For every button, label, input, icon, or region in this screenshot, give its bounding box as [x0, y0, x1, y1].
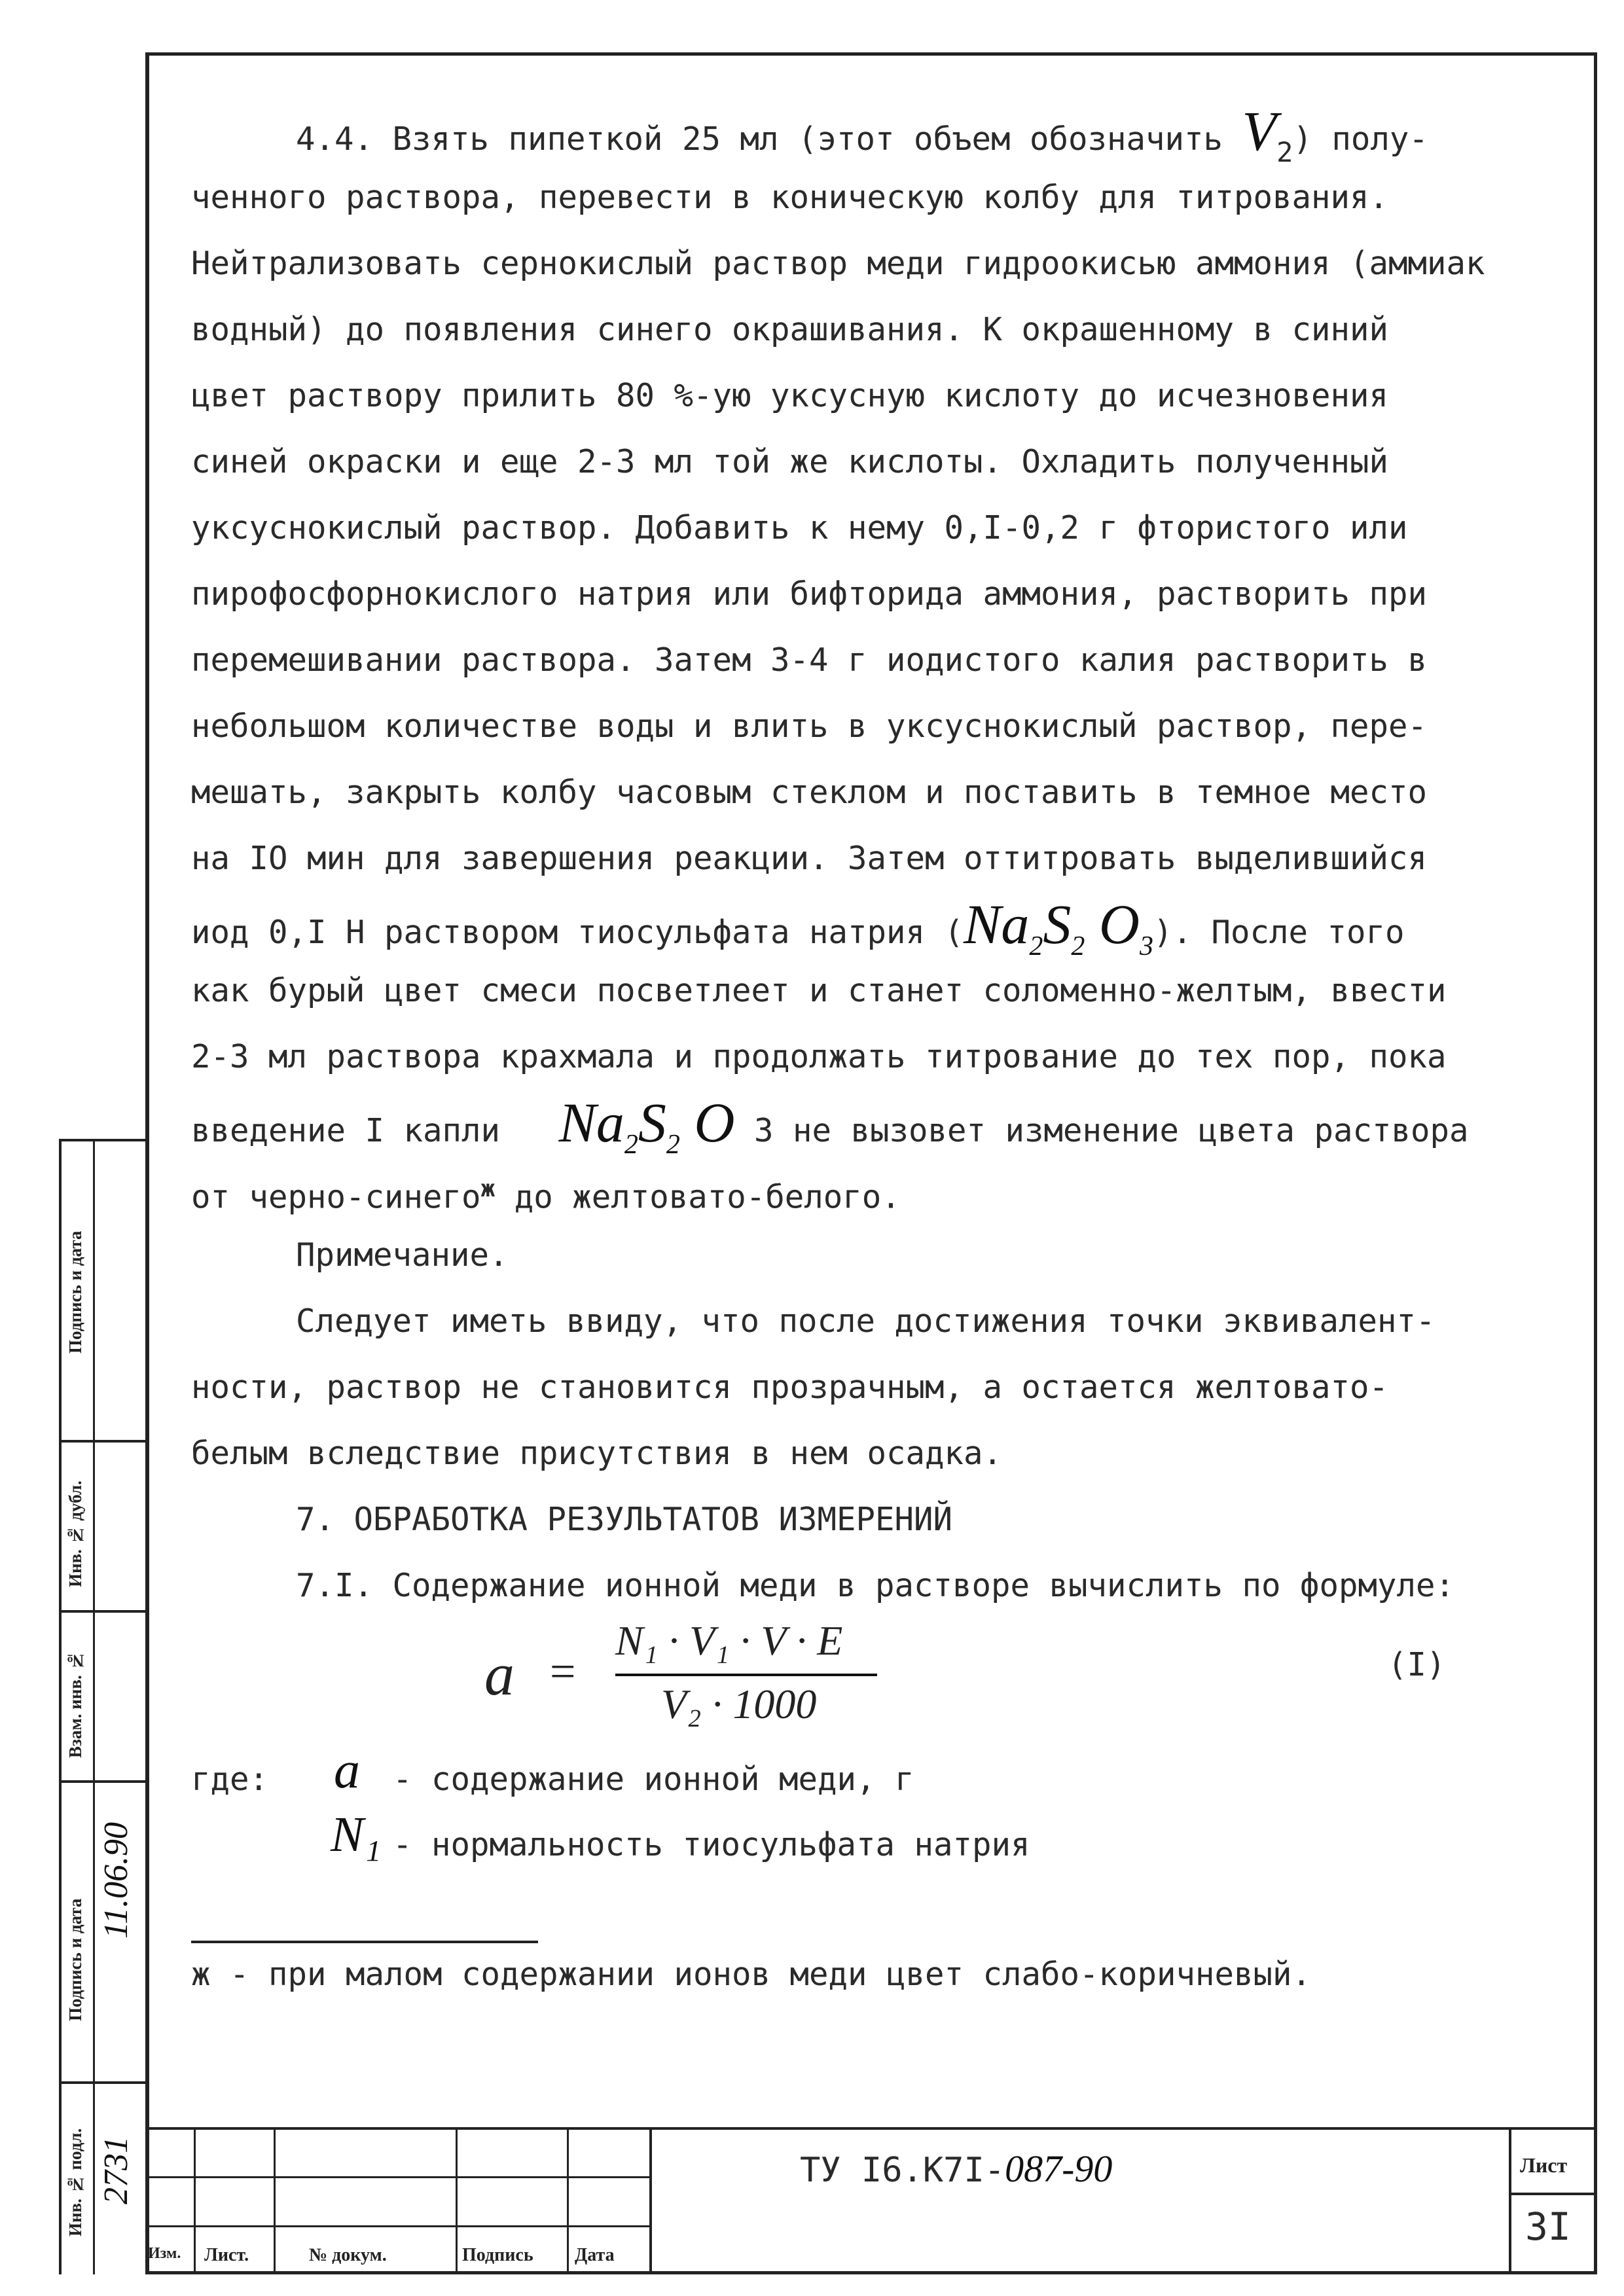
paragraph-line: небольшом количестве воды и влить в уксуснокислый раствор, пере- — [191, 708, 1428, 745]
section-7-heading: 7. ОБРАБОТКА РЕЗУЛЬТАТОВ ИЗМЕРЕНИЙ — [296, 1501, 953, 1538]
stamp-col-rule — [567, 2127, 569, 2274]
stamp-col-rule — [456, 2127, 458, 2274]
side-cell-inv-podl: Инв. № подл. 2731 — [59, 2081, 145, 2274]
document-code: ТУ I6.К7I-087-90 — [800, 2147, 1113, 2190]
handwritten-na2s2o3-formula: $Na_2S_2$ $O_3$ — [964, 893, 1154, 961]
stamp-top-rule — [145, 2127, 1597, 2130]
paragraph-line: ченного раствора, перевести в коническую колбу для титрования. — [191, 179, 1389, 216]
handwritten-na2s2o-formula: $Na_2S_2$ O — [558, 1091, 735, 1160]
paragraph-4-4-line-1: 4.4. Взять пипеткой 25 мл (этот объем обозначить V2) полу- — [296, 99, 1428, 168]
where-label: где: — [191, 1761, 269, 1798]
formula-lhs: a — [484, 1641, 514, 1708]
fraction-bar — [615, 1674, 877, 1676]
paragraph-line-drop: введение I капли $Na_2S_2$ O 3 не вызовет изменение цвета раствора — [191, 1090, 1572, 1156]
var-a-definition: - содержание ионной меди, г — [393, 1761, 914, 1798]
paragraph-line: уксуснокислый раствор. Добавить к нему 0,I-0,2 г фтористого или — [191, 509, 1408, 547]
handwritten-inventory-number: 2731 — [98, 2136, 135, 2204]
side-registration-strip — [59, 1139, 145, 2274]
handwritten-v-symbol: V — [1242, 99, 1277, 162]
formula-1 — [484, 1617, 1466, 1751]
col-sign-label: Подпись — [462, 2245, 533, 2265]
note-line: Следует иметь ввиду, что после достижения точки эквивалент- — [296, 1302, 1435, 1340]
paragraph-line: 2-3 мл раствора крахмала и продолжать титрование до тех пор, пока — [191, 1038, 1447, 1075]
paragraph-line: от черно-синего$^ж$ до желтовато-белого. — [191, 1175, 901, 1216]
note-line: ности, раствор не становится прозрачным, а остается желтовато- — [191, 1369, 1389, 1406]
col-izm-label: Изм. — [148, 2245, 181, 2262]
footnote-separator — [191, 1941, 538, 1943]
paragraph-line: перемешивании раствора. Затем 3-4 г иодистого калия растворить в — [191, 641, 1428, 679]
formula-numerator: N₁ · V₁ · V · E — [615, 1617, 843, 1664]
stamp-col-rule — [649, 2127, 652, 2274]
sheet-number: 3I — [1525, 2204, 1571, 2249]
note-line: белым вследствие присутствия в нем осадка. — [191, 1435, 1003, 1472]
col-date-label: Дата — [575, 2245, 615, 2265]
var-a-symbol: a — [334, 1742, 360, 1799]
formula-denominator: V₂ · 1000 — [661, 1681, 817, 1727]
paragraph-line-thiosulfate: иод 0,I Н раствором тиосульфата натрия ($Na_2S_2$ $O_3$). После того — [191, 891, 1572, 958]
paragraph-line: пирофосфорнокислого натрия или бифторида аммония, растворить при — [191, 575, 1428, 613]
var-n1-symbol: N₁ — [331, 1807, 382, 1862]
sheet-label: Лист — [1520, 2153, 1568, 2177]
paragraph-line: на IO мин для завершения реакции. Затем оттитровать выделившийся — [191, 840, 1428, 877]
stamp-sheet-rule — [1509, 2193, 1597, 2195]
side-cell-sign-date: Подпись и дата 11.06.90 — [59, 1780, 145, 2081]
stamp-col-rule — [194, 2127, 196, 2274]
col-ndoc-label: № докум. — [309, 2245, 387, 2265]
paragraph-line: цвет раствору прилить 80 %-ую уксусную кислоту до исчезновения — [191, 377, 1389, 414]
paragraph-7-1: 7.I. Содержание ионной меди в растворе вычислить по формуле: — [296, 1567, 1455, 1604]
title-block — [145, 2127, 1597, 2274]
var-n1-definition: - нормальность тиосульфата натрия — [393, 1826, 1030, 1863]
main-text — [191, 98, 1572, 1619]
paragraph-line: Нейтрализовать сернокислый раствор меди гидроокисью аммония (аммиак — [191, 245, 1485, 282]
side-cell-inv-dubl: Инв. № дубл. — [59, 1440, 145, 1610]
paragraph-line: водный) до появления синего окрашивания. К окрашенному в синий — [191, 311, 1389, 348]
footnote-marker: ж — [480, 1175, 496, 1202]
paragraph-line: синей окраски и еще 2-3 мл той же кислоты. Охладить полученный — [191, 443, 1389, 480]
stamp-col-rule — [1509, 2127, 1511, 2274]
col-list-label: Лист. — [204, 2245, 249, 2265]
side-cell-vzam-inv: Взам. инв. № — [59, 1610, 145, 1780]
side-cell-sign-date-top: Подпись и дата — [59, 1139, 145, 1440]
note-title: Примечание. — [296, 1236, 509, 1274]
footnote: ж - при малом содержании ионов меди цвет слабо-коричневый. — [191, 1956, 1312, 1993]
stamp-col-rule — [274, 2127, 276, 2274]
stamp-row-rule — [145, 2225, 649, 2227]
paragraph-line: как бурый цвет смеси посветлеет и станет соломенно-желтым, ввести — [191, 972, 1447, 1009]
handwritten-date: 11.06.90 — [98, 1822, 135, 1939]
paragraph-line: мешать, закрыть колбу часовым стеклом и поставить в темное место — [191, 774, 1428, 811]
formula-equals: = — [550, 1647, 576, 1697]
stamp-row-rule — [145, 2176, 649, 2178]
formula-number: (I) — [1388, 1646, 1446, 1683]
